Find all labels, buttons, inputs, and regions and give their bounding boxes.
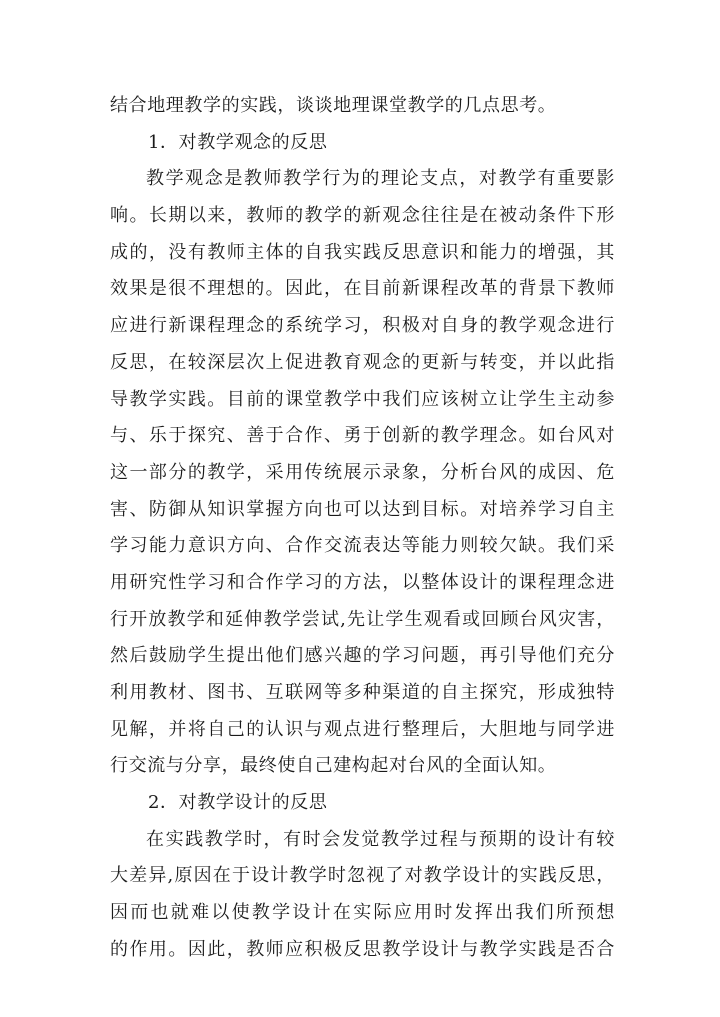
document-body [110,88,615,969]
text-line: 行开放教学和延伸教学尝试,先让学生观看或回顾台风灾害， [110,608,615,630]
text-line: 应进行新课程理念的系统学习，积极对自身的教学观念进行 [110,315,615,337]
text-line: 利用教材、图书、互联网等多种渠道的自主探究，形成独特 [110,682,615,703]
text-line: 害、防御从知识掌握方向也可以达到目标。对培养学习自主 [110,498,615,520]
paragraph-first-line: 在实践教学时，有时会发觉教学过程与预期的设计有较 [146,828,615,850]
text-line: 响。长期以来，教师的教学的新观念往往是在被动条件下形 [110,205,615,227]
text-line: 反思，在较深层次上促进教育观念的更新与转变，并以此指 [110,351,615,373]
text-line: 的作用。因此，教师应积极反思教学设计与教学实践是否合 [110,938,615,960]
paragraph-first-line: 教学观念是教师教学行为的理论支点，对教学有重要影 [146,168,615,190]
section-heading: 1．对教学观念的反思 [148,131,328,153]
text-line: 见解，并将自己的认识与观点进行整理后，大胆地与同学进 [110,718,615,740]
text-line: 学习能力意识方向、合作交流表达等能力则较欠缺。我们采 [110,535,615,557]
section-heading: 2．对教学设计的反思 [148,792,328,814]
text-line: 成的，没有教师主体的自我实践反思意识和能力的增强，其 [110,241,615,263]
text-line: 与、乐于探究、善于合作、勇于创新的教学理念。如台风对 [110,425,615,447]
text-line: 因而也就难以使教学设计在实际应用时发挥出我们所预想 [110,902,615,924]
text-line: 大差异,原因在于设计教学时忽视了对教学设计的实践反思， [110,865,615,887]
paragraph-last-line: 行交流与分享，最终使自己建构起对台风的全面认知。 [110,755,557,777]
text-line: 结合地理教学的实践，谈谈地理课堂教学的几点思考。 [110,95,557,116]
text-line: 然后鼓励学生提出他们感兴趣的学习问题，再引导他们充分 [110,645,615,667]
text-line: 效果是很不理想的。因此，在目前新课程改革的背景下教师 [110,278,615,300]
text-line: 这一部分的教学，采用传统展示录象，分析台风的成因、危 [110,461,615,483]
text-line: 用研究性学习和合作学习的方法，以整体设计的课程理念进 [110,571,615,593]
text-line: 导教学实践。目前的课堂教学中我们应该树立让学生主动参 [110,388,615,410]
